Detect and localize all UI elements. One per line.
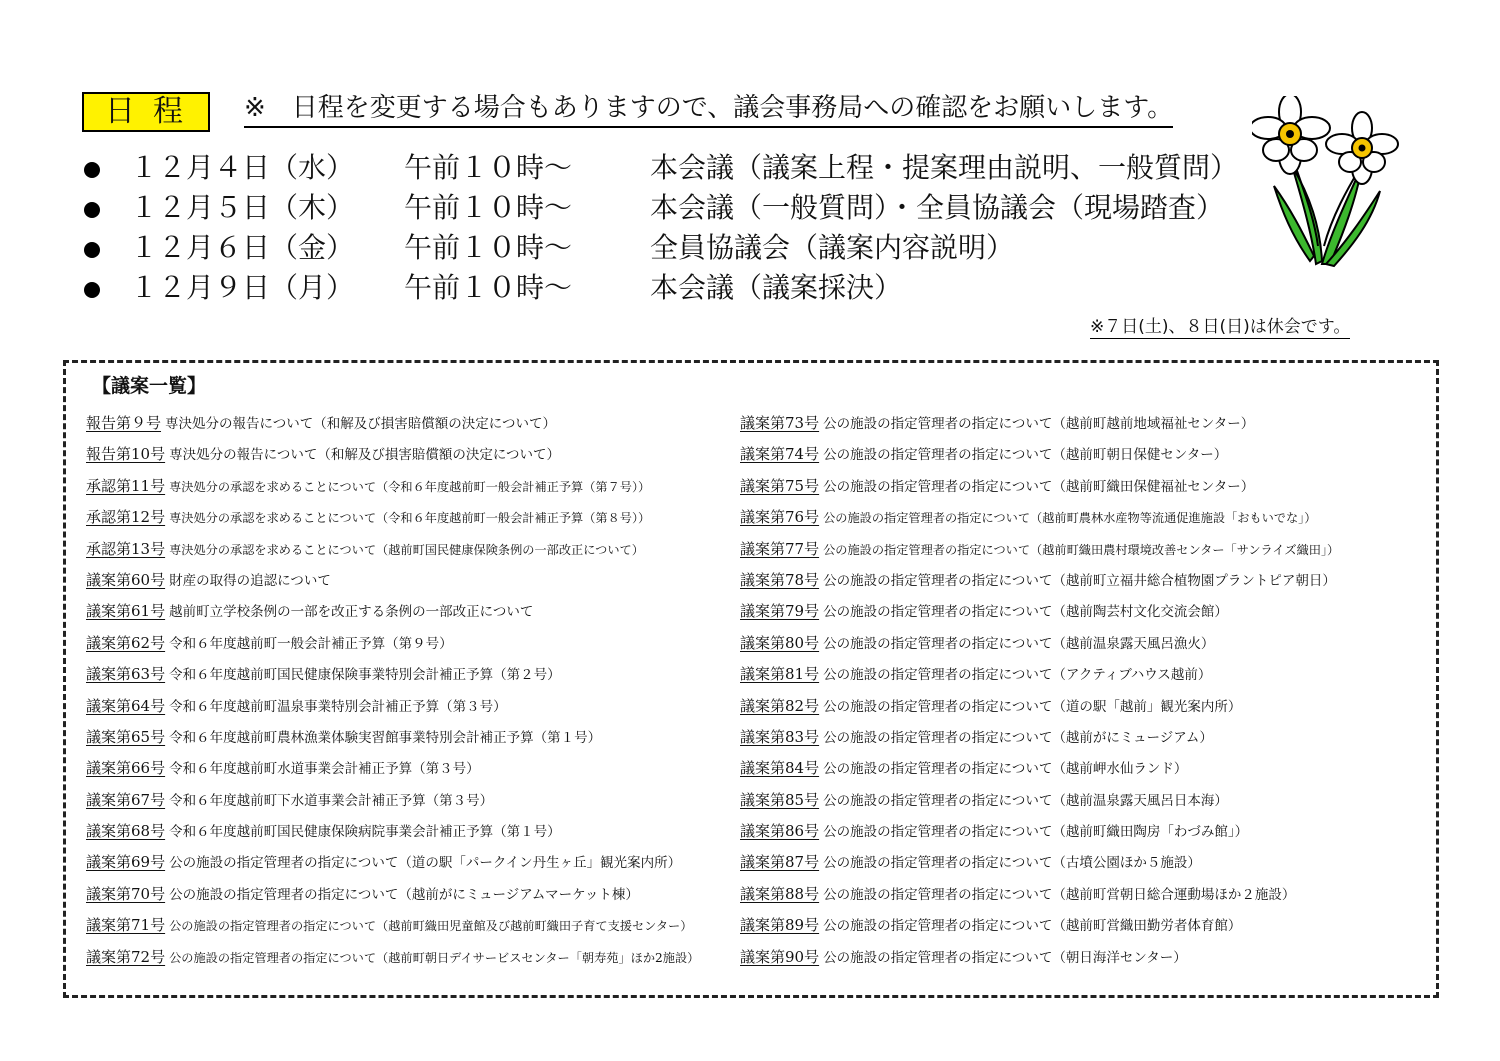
agenda-item-number: 議案第84号 [740,759,820,778]
agenda-item [740,909,1430,940]
agenda-item [86,752,736,783]
agenda-column-left [86,407,736,972]
agenda-item [740,501,1430,532]
agenda-item-title: 越前町立学校条例の一部を改正する条例の一部改正について [169,604,534,621]
agenda-item-number: 議案第65号 [86,727,166,746]
agenda-item-number: 議案第86号 [740,822,820,841]
agenda-item [86,501,736,532]
agenda-column-right [740,407,1430,972]
schedule-row [84,148,1284,188]
agenda-item [740,846,1430,877]
agenda-item-title: 公の施設の指定管理者の指定について（越前町織田農村環境改善センター「サンライズ織田」） [823,542,1340,557]
agenda-item-number: 議案第87号 [740,853,820,872]
agenda-item-title: 公の施設の指定管理者の指定について（古墳公園ほか５施設） [823,855,1201,872]
agenda-item [86,438,736,469]
agenda-item-number: 議案第88号 [740,884,820,903]
agenda-item-number: 議案第60号 [86,570,166,589]
agenda-item-title: 公の施設の指定管理者の指定について（越前陶芸村文化交流会館） [823,604,1228,621]
agenda-item [86,690,736,721]
agenda-item-number: 議案第63号 [86,665,166,684]
agenda-item-number: 議案第62号 [86,633,166,652]
agenda-item-number: 議案第83号 [740,727,820,746]
agenda-item-title: 令和６年度越前町国民健康保険病院事業会計補正予算（第１号） [169,824,561,841]
agenda-item-number: 議案第89号 [740,916,820,935]
agenda-item [740,815,1430,846]
agenda-item-title: 公の施設の指定管理者の指定について（越前がにミュージアム） [823,729,1213,746]
schedule-time: 午前１０時～ [404,231,573,264]
agenda-item [86,658,736,689]
agenda-item [740,878,1430,909]
agenda-item-title: 公の施設の指定管理者の指定について（越前町織田児童館及び越前町織田子育て支援センター） [169,919,693,934]
agenda-item-number: 議案第77号 [740,539,820,558]
agenda-item-title: 専決処分の報告について（和解及び損害賠償額の決定について） [165,416,556,432]
agenda-item-number: 議案第76号 [740,508,820,527]
agenda-item [86,941,736,972]
agenda-item-number: 承認第12号 [86,508,166,527]
agenda-item [740,595,1430,626]
agenda-item-title: 公の施設の指定管理者の指定について（朝日海洋センター） [823,949,1187,966]
agenda-item [740,658,1430,689]
schedule-date: １２月５日（木） [130,191,355,224]
agenda-item-number: 議案第85号 [740,790,820,809]
agenda-item-number: 議案第73号 [740,414,820,432]
agenda-item [86,627,736,658]
agenda-item-number: 議案第66号 [86,759,166,778]
agenda-item-title: 公の施設の指定管理者の指定について（アクティブハウス越前） [823,667,1212,684]
agenda-item-title: 令和６年度越前町水道事業会計補正予算（第３号） [169,761,480,778]
agenda-item-title: 専決処分の承認を求めることについて（令和６年度越前町一般会計補正予算（第７号）） [169,479,651,494]
agenda-item [740,690,1430,721]
agenda-item-title: 公の施設の指定管理者の指定について（越前町朝日デイサービスセンター「朝寿苑」ほか2施設） [169,950,700,965]
agenda-item [740,784,1430,815]
agenda-item-title: 公の施設の指定管理者の指定について（越前町越前地域福祉センター） [823,416,1255,432]
agenda-item-title: 公の施設の指定管理者の指定について（道の駅「越前」観光案内所） [823,698,1242,715]
agenda-item-number: 議案第75号 [740,476,820,495]
agenda-item-number: 承認第13号 [86,539,166,558]
agenda-item-number: 議案第61号 [86,602,166,621]
agenda-item-title: 公の施設の指定管理者の指定について（越前温泉露天風呂漁火） [823,635,1215,652]
schedule-time: 午前１０時～ [404,271,573,304]
agenda-item [740,941,1430,972]
agenda-item-title: 公の施設の指定管理者の指定について（越前町朝日保健センター） [823,447,1228,464]
agenda-item-title: 公の施設の指定管理者の指定について（越前温泉露天風呂日本海） [823,792,1228,809]
agenda-item-number: 議案第78号 [740,570,820,589]
agenda-item-number: 議案第64号 [86,696,166,715]
schedule-time: 午前１０時～ [404,151,573,184]
schedule-date: １２月９日（月） [130,271,355,304]
agenda-item [86,815,736,846]
agenda-item-number: 議案第80号 [740,633,820,652]
agenda-item-number: 議案第79号 [740,602,820,621]
agenda-item [740,752,1430,783]
agenda-item [86,721,736,752]
agenda-item-title: 公の施設の指定管理者の指定について（越前がにミュージアムマーケット棟） [169,886,639,903]
agenda-item [86,564,736,595]
agenda-item [86,784,736,815]
agenda-item-title: 公の施設の指定管理者の指定について（越前町営朝日総合運動場ほか２施設） [823,886,1296,903]
schedule-event: 本会議（一般質問）・全員協議会（現場踏査） [650,191,1225,224]
bullet-icon [84,242,100,258]
schedule-row [84,268,1284,308]
schedule-date: １２月４日（水） [130,151,355,184]
schedule-event: 全員協議会（議案内容説明） [650,231,1015,264]
recess-note: ※７日(土)、８日(日)は休会です。 [1090,317,1351,337]
agenda-box [63,360,1439,998]
schedule-time: 午前１０時～ [404,191,573,224]
agenda-item-title: 令和６年度越前町下水道事業会計補正予算（第３号） [169,792,494,809]
agenda-title: 【議案一覧】 [92,375,207,397]
agenda-item-number: 承認第11号 [86,476,166,495]
agenda-item-title: 令和６年度越前町農林漁業体験実習館事業特別会計補正予算（第１号） [169,729,602,746]
agenda-item-number: 議案第71号 [86,916,166,935]
agenda-item-title: 公の施設の指定管理者の指定について（越前町立福井総合植物園プラントピア朝日） [823,572,1336,589]
agenda-item [86,407,736,438]
agenda-item [86,470,736,501]
agenda-item [740,533,1430,564]
agenda-item-number: 議案第72号 [86,947,166,966]
schedule-row [84,228,1284,268]
agenda-item [86,878,736,909]
agenda-item-title: 令和６年度越前町温泉事業特別会計補正予算（第３号） [169,698,507,715]
agenda-item-title: 令和６年度越前町一般会計補正予算（第９号） [169,635,453,652]
agenda-item [740,721,1430,752]
agenda-item-number: 報告第10号 [86,445,166,464]
agenda-item-number: 議案第90号 [740,947,820,966]
schedule-event: 本会議（議案採決） [650,271,903,304]
bullet-icon [84,282,100,298]
agenda-item [740,407,1430,438]
agenda-item [740,470,1430,501]
agenda-item-title: 公の施設の指定管理者の指定について（越前岬水仙ランド） [823,761,1188,778]
agenda-item-title: 専決処分の承認を求めることについて（越前町国民健康保険条例の一部改正について） [169,542,644,557]
agenda-item [740,627,1430,658]
agenda-item-title: 専決処分の承認を求めることについて（令和６年度越前町一般会計補正予算（第８号）） [169,511,651,526]
schedule-event: 本会議（議案上程・提案理由説明、一般質問） [650,151,1239,184]
schedule-list [84,148,1284,308]
agenda-item-number: 議案第74号 [740,445,820,464]
agenda-item-title: 財産の取得の追認について [169,572,331,589]
agenda-item-title: 専決処分の報告について（和解及び損害賠償額の決定について） [169,447,561,464]
agenda-item-number: 議案第70号 [86,884,166,903]
agenda-item-title: 公の施設の指定管理者の指定について（越前町農林水産物等流通促進施設「おもいでな」） [823,511,1317,526]
agenda-item [740,564,1430,595]
schedule-date: １２月６日（金） [130,231,355,264]
bullet-icon [84,202,100,218]
agenda-item-title: 令和６年度越前町国民健康保険事業特別会計補正予算（第２号） [169,667,561,684]
schedule-row [84,188,1284,228]
agenda-item [86,533,736,564]
bullet-icon [84,162,100,178]
agenda-item [740,438,1430,469]
agenda-item-title: 公の施設の指定管理者の指定について（越前町織田保健福祉センター） [823,478,1255,495]
agenda-item-number: 議案第68号 [86,822,166,841]
agenda-item [86,846,736,877]
agenda-item [86,909,736,940]
agenda-item [86,595,736,626]
agenda-item-number: 議案第69号 [86,853,166,872]
agenda-item-number: 議案第81号 [740,665,820,684]
agenda-item-number: 議案第67号 [86,790,166,809]
schedule-label: 日程 [82,92,210,132]
agenda-item-title: 公の施設の指定管理者の指定について（道の駅「パークイン丹生ヶ丘」観光案内所） [169,855,682,872]
narcissus-flower-icon [1252,96,1402,268]
agenda-item-title: 公の施設の指定管理者の指定について（越前町営織田勤労者体育館） [823,918,1242,935]
schedule-change-notice: ※ 日程を変更する場合もありますので、議会事務局への確認をお願いします。 [244,90,1173,128]
agenda-item-title: 公の施設の指定管理者の指定について（越前町織田陶房「わづみ館」） [823,824,1249,841]
agenda-item-number: 議案第82号 [740,696,820,715]
agenda-item-number: 報告第９号 [86,414,162,432]
